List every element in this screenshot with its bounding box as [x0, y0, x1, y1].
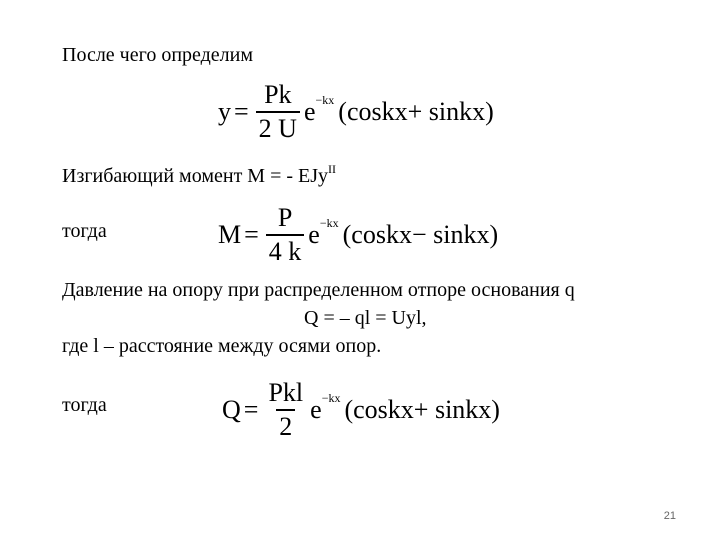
equals-sign: = — [234, 97, 249, 126]
pressure-text: Давление на опору при распределенном отпоре основания q — [62, 279, 575, 301]
equals-sign: = — [244, 220, 259, 249]
formula-rest: (coskx+ sinkx) — [344, 395, 500, 424]
denominator: 2 U — [256, 111, 300, 142]
moment-label: Изгибающий момент M = - EJy — [62, 165, 329, 187]
formula-lhs: Q — [222, 395, 241, 424]
intro-text: После чего определим — [62, 44, 254, 66]
denominator: 4 k — [266, 234, 305, 265]
exponent: −kx — [315, 92, 335, 107]
formula-y — [218, 82, 494, 142]
formula-m — [218, 205, 498, 265]
numerator: P — [277, 203, 293, 232]
q-equation: Q = – ql = Uyl, — [304, 307, 427, 329]
fraction — [266, 205, 305, 265]
exp-base: e — [308, 220, 320, 249]
exp-base: e — [303, 97, 316, 126]
formula-q — [222, 380, 500, 440]
formula-rest: (coskx+ sinkx) — [338, 97, 494, 126]
togda-label: тогда — [62, 220, 107, 242]
formula-rest: (coskx− sinkx) — [342, 220, 499, 249]
moment-superscript: II — [328, 162, 337, 176]
equals-sign: = — [243, 395, 259, 424]
exponent: −kx — [321, 390, 341, 405]
distance-text: где l – расстояние между осями опор. — [62, 335, 382, 357]
formula-lhs: y — [218, 97, 231, 126]
fraction — [265, 380, 306, 440]
formula-lhs: M — [218, 220, 242, 249]
fraction — [256, 82, 300, 142]
togda-label-2: тогда — [62, 394, 107, 416]
numerator: Pkl — [268, 378, 304, 407]
page-number: 21 — [663, 510, 676, 522]
numerator: Pk — [264, 80, 292, 109]
exponent: −kx — [319, 215, 339, 230]
moment-text — [62, 162, 337, 187]
exp-base: e — [310, 395, 322, 424]
denominator: 2 — [276, 409, 295, 440]
